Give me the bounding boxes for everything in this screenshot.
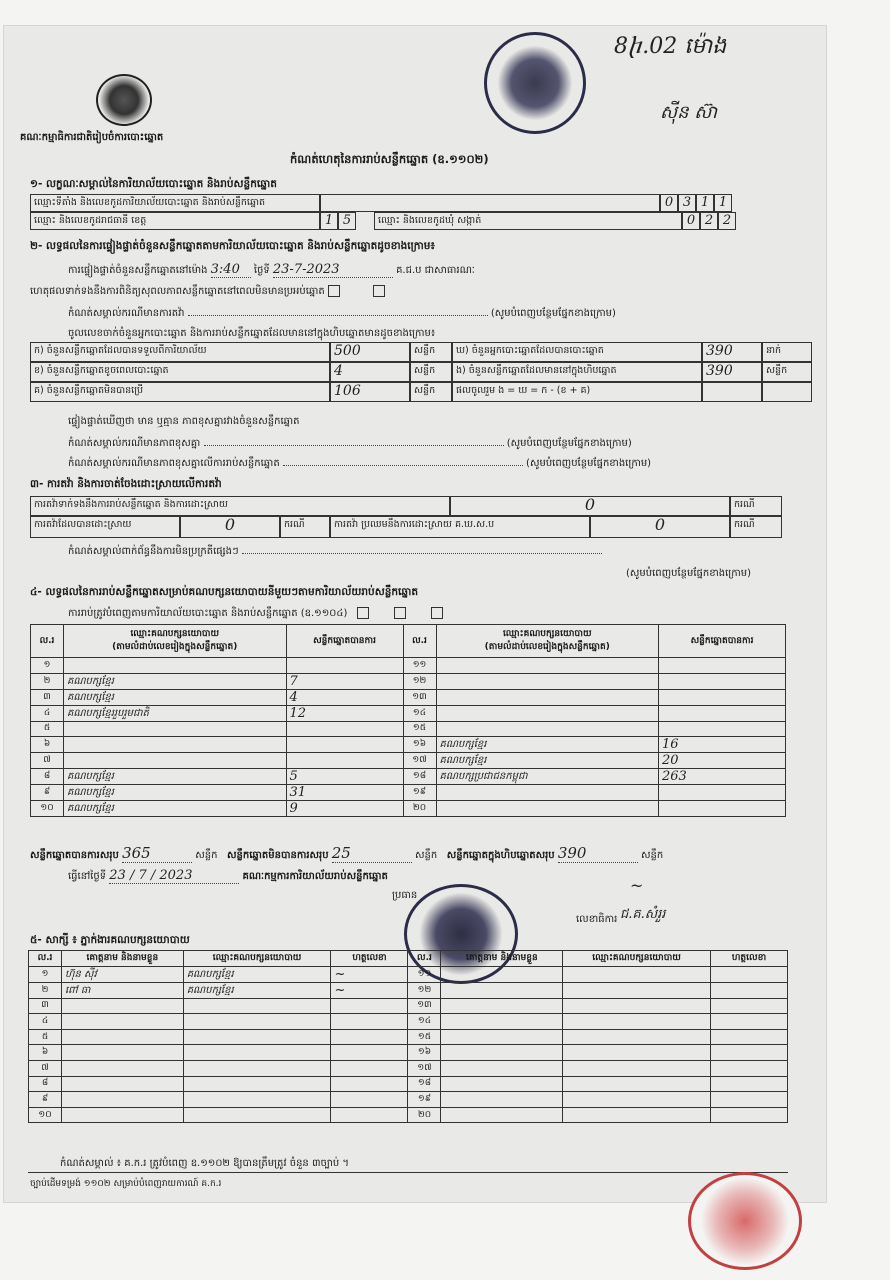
complaint-row2-right-unit: ករណី bbox=[730, 516, 782, 538]
done-date: 23 / 7 / 2023 bbox=[109, 868, 239, 884]
witness-party bbox=[563, 1092, 711, 1108]
witness-party bbox=[563, 998, 711, 1014]
witness-party bbox=[563, 966, 711, 982]
witness-signature bbox=[331, 1029, 408, 1045]
complaint-row1-label: ការតវ៉ាទាក់ទងនឹងការរាប់សន្លឹកឆ្នោត និងការដោះស្រាយ bbox=[30, 496, 450, 516]
table-row bbox=[31, 721, 786, 737]
party-results-table bbox=[30, 624, 786, 817]
checkbox-none[interactable] bbox=[373, 285, 385, 297]
table-row bbox=[31, 658, 786, 674]
row-no: ១២ bbox=[408, 982, 441, 998]
witness-signature bbox=[331, 1092, 408, 1108]
done-label: ធ្វើនៅថ្ងៃទី bbox=[68, 871, 107, 882]
row-no: ៣ bbox=[31, 689, 64, 705]
section1-title: ១- លក្ខណៈសម្គាល់នៃការិយាល័យបោះឆ្នោត និងរាប់សន្លឹកឆ្នោត bbox=[30, 178, 277, 190]
row-no: ៧ bbox=[29, 1060, 62, 1076]
ballot-row-right-value bbox=[702, 382, 762, 402]
no-col-header: ល.រ bbox=[29, 951, 62, 967]
party-votes: 20 bbox=[659, 753, 786, 769]
footer-divider bbox=[28, 1172, 788, 1173]
votes-col-header: សន្លឹកឆ្នោតបានការ bbox=[286, 625, 403, 658]
table-row bbox=[29, 966, 788, 982]
witness-name bbox=[441, 1060, 563, 1076]
sign-col-header: ហត្ថលេខា bbox=[711, 951, 788, 967]
org-name: គណៈកម្មាធិការជាតិរៀបចំការបោះឆ្នោត bbox=[20, 132, 164, 143]
ballot-row-unit: សន្លឹក bbox=[410, 382, 452, 402]
note1-label: កំណត់សម្គាល់ករណីមានការតវ៉ា bbox=[68, 308, 185, 319]
total-invalid-label: សន្លឹកឆ្នោតមិនបានការសរុប bbox=[227, 850, 329, 861]
witness-party bbox=[183, 1045, 331, 1061]
commune-code-digit: 2 bbox=[700, 212, 718, 230]
row-no: ១០ bbox=[29, 1107, 62, 1123]
location-code-digit: 3 bbox=[678, 194, 696, 212]
witness-signature bbox=[331, 1060, 408, 1076]
row-no: ១៤ bbox=[408, 1014, 441, 1030]
verify-date-value: 23-7-2023 bbox=[273, 262, 393, 278]
party-name bbox=[64, 658, 287, 674]
witness-signature: ~ bbox=[331, 982, 408, 998]
party-name bbox=[64, 753, 287, 769]
ballot-row-unit: សន្លឹក bbox=[410, 342, 452, 362]
complaint-row1-value bbox=[450, 496, 730, 516]
witness-name bbox=[62, 1029, 184, 1045]
table-row bbox=[31, 785, 786, 801]
row-no: ១ bbox=[31, 658, 64, 674]
party-votes: 16 bbox=[659, 737, 786, 753]
party-name: គណបក្សខ្មែរ bbox=[436, 753, 659, 769]
party-name bbox=[64, 721, 287, 737]
witness-name bbox=[62, 1014, 184, 1030]
row-no: ១២ bbox=[403, 673, 436, 689]
sign-col-header: ហត្ថលេខា bbox=[331, 951, 408, 967]
witness-party bbox=[563, 1076, 711, 1092]
party-votes bbox=[659, 785, 786, 801]
row-no: ៣ bbox=[29, 998, 62, 1014]
verify-time-value: 3:40 bbox=[211, 262, 251, 278]
fill-hint-4: (សូមបំពេញបន្ថែមផ្នែកខាងក្រោម) bbox=[626, 568, 752, 579]
ballot-intro: ចូលលេខចាក់ចំនួនអ្នកបោះឆ្នោត និងការរាប់សន្លឹកឆ្នោតដែលមាននៅក្នុងហិបឆ្នោតមានដូចខាងក្រោម៖ bbox=[68, 328, 436, 339]
row-no: ៨ bbox=[31, 769, 64, 785]
witness-signature: ~ bbox=[331, 966, 408, 982]
witness-party bbox=[183, 1029, 331, 1045]
party-votes bbox=[659, 721, 786, 737]
party-votes bbox=[659, 689, 786, 705]
witness-name bbox=[441, 1014, 563, 1030]
table-row bbox=[29, 1060, 788, 1076]
location-value bbox=[320, 194, 660, 212]
total-valid-unit: សន្លឹក bbox=[195, 850, 218, 861]
witness-party bbox=[183, 1107, 331, 1123]
party-col-header bbox=[64, 625, 287, 658]
row-no: ១៤ bbox=[403, 705, 436, 721]
witness-name bbox=[62, 1045, 184, 1061]
row-no: ១៨ bbox=[403, 769, 436, 785]
row-no: ៦ bbox=[29, 1045, 62, 1061]
table-row bbox=[29, 982, 788, 998]
location-label: ឈ្មោះទីតាំង និងលេខកូដការិយាល័យបោះឆ្នោត និងរាប់សន្លឹកឆ្នោត bbox=[30, 194, 320, 212]
witness-signature bbox=[711, 1092, 788, 1108]
witness-signature bbox=[711, 982, 788, 998]
section5-title: ៥- សាក្សី ៖ ភ្នាក់ងារគណបក្សនយោបាយ bbox=[30, 934, 190, 946]
party-name bbox=[436, 785, 659, 801]
row-no: ១១ bbox=[403, 658, 436, 674]
table-row bbox=[29, 1092, 788, 1108]
commune-label: ឈ្មោះ និងលេខកូដឃុំ សង្កាត់ bbox=[374, 212, 682, 230]
secretary-label: លេខាធិការ bbox=[576, 914, 618, 925]
party-name: គណបក្សប្រជាជនកម្ពុជា bbox=[436, 769, 659, 785]
witness-signature bbox=[711, 966, 788, 982]
party-name: គណបក្សខ្មែរ bbox=[64, 785, 287, 801]
done-line bbox=[68, 868, 388, 884]
witness-party bbox=[183, 1076, 331, 1092]
complaint-row2-right-num: 0 bbox=[654, 516, 666, 534]
table-row bbox=[29, 1076, 788, 1092]
fill-hint-3: (សូមបំពេញបន្ថែមផ្នែកខាងក្រោម) bbox=[526, 458, 652, 469]
table-row bbox=[29, 1029, 788, 1045]
nec-emblem bbox=[96, 74, 152, 126]
party-votes bbox=[659, 801, 786, 817]
party-col-title: ឈ្មោះគណបក្សនយោបាយ bbox=[130, 629, 220, 639]
party-votes bbox=[659, 658, 786, 674]
province-code-digit: 5 bbox=[338, 212, 356, 230]
fill-hint-2: (សូមបំពេញបន្ថែមផ្នែកខាងក្រោម) bbox=[506, 438, 632, 449]
witness-name bbox=[62, 998, 184, 1014]
party-name: គណបក្សខ្មែរ bbox=[64, 673, 287, 689]
party-votes: 12 bbox=[286, 705, 403, 721]
row-no: ១១ bbox=[408, 966, 441, 982]
row-no: ៤ bbox=[29, 1014, 62, 1030]
party-name: គណបក្សខ្មែររួបរួមជាតិ bbox=[64, 705, 287, 721]
row-no: ២ bbox=[31, 673, 64, 689]
party-votes: 4 bbox=[286, 689, 403, 705]
name-col-header: គោត្តនាម និងនាមខ្លួន bbox=[62, 951, 184, 967]
province-code-digit: 1 bbox=[320, 212, 338, 230]
witness-name bbox=[441, 1092, 563, 1108]
party-name bbox=[436, 689, 659, 705]
party-name: គណបក្សខ្មែរ bbox=[64, 769, 287, 785]
location-code-digit: 0 bbox=[660, 194, 678, 212]
note-line-1 bbox=[68, 306, 616, 321]
commune-code-digit: 2 bbox=[718, 212, 736, 230]
day-label: ថ្ងៃទី bbox=[253, 265, 270, 276]
party-col-sub: (តាមលំដាប់លេខរៀងក្នុងសន្លឹកឆ្នោត) bbox=[484, 642, 610, 652]
table-row bbox=[29, 1014, 788, 1030]
witness-party bbox=[183, 1014, 331, 1030]
witness-table bbox=[28, 950, 788, 1123]
complaint-row1-num: 0 bbox=[584, 496, 596, 514]
party-votes bbox=[286, 658, 403, 674]
party-col-header: ឈ្មោះគណបក្សនយោបាយ bbox=[563, 951, 711, 967]
table-row bbox=[29, 998, 788, 1014]
party-col-header: ឈ្មោះគណបក្សនយោបាយ bbox=[183, 951, 331, 967]
witness-name bbox=[441, 1076, 563, 1092]
handwritten-time: 8ⴙ.02 ម៉ោង bbox=[614, 34, 727, 59]
row-no: ១៧ bbox=[408, 1060, 441, 1076]
row-no: ៩ bbox=[31, 785, 64, 801]
party-col-header bbox=[436, 625, 659, 658]
party-votes bbox=[659, 705, 786, 721]
row-no: ១៦ bbox=[408, 1045, 441, 1061]
box-validity-label: ហេតុផលទាក់ទងនឹងការពិនិត្យសុពលភាពសន្លឹកឆ្នោតនៅពេលមិនមានប្រអប់ឆ្នោត bbox=[30, 286, 325, 297]
checkbox-has[interactable] bbox=[328, 285, 340, 297]
box-validity-line bbox=[30, 284, 385, 299]
row-no: ៧ bbox=[31, 753, 64, 769]
witness-name bbox=[441, 1107, 563, 1123]
witness-party bbox=[563, 1060, 711, 1076]
witness-signature bbox=[331, 1045, 408, 1061]
ballot-row-right-unit bbox=[762, 382, 812, 402]
location-code-digit: 1 bbox=[714, 194, 732, 212]
ballot-row-right-unit: សន្លឹក bbox=[762, 362, 812, 382]
no-col-header: ល.រ bbox=[408, 951, 441, 967]
secretary-scribble: ~ bbox=[630, 876, 644, 895]
verify-time-line bbox=[68, 262, 475, 278]
check-line: ផ្ទៀងផ្ទាត់ឃើញថា មាន ឬគ្មាន ភាពខុសគ្នារវាងចំនួនសន្លឹកឆ្នោត bbox=[68, 416, 300, 427]
party-name bbox=[436, 801, 659, 817]
row-no: ១៣ bbox=[408, 998, 441, 1014]
row-no: ៨ bbox=[29, 1076, 62, 1092]
party-name: គណបក្សខ្មែរ bbox=[64, 689, 287, 705]
table-header-row bbox=[31, 625, 786, 658]
witness-name bbox=[62, 1076, 184, 1092]
party-votes bbox=[659, 673, 786, 689]
table-row bbox=[31, 801, 786, 817]
table-row bbox=[31, 705, 786, 721]
ballot-row-right-label: ង) ចំនួនសន្លឹកឆ្នោតដែលមាននៅក្នុងហិបឆ្នោត bbox=[452, 362, 702, 382]
party-name: គណបក្សខ្មែរ bbox=[436, 737, 659, 753]
red-stamp bbox=[688, 1172, 802, 1270]
party-name bbox=[436, 705, 659, 721]
party-votes: 31 bbox=[286, 785, 403, 801]
total-valid-label: សន្លឹកឆ្នោតបានការសរុប bbox=[30, 850, 119, 861]
ballot-row-right-unit: នាក់ bbox=[762, 342, 812, 362]
ballot-row-right-value: 390 bbox=[702, 362, 762, 382]
committee-label: គណៈកម្មការការិយាល័យរាប់សន្លឹកឆ្នោត bbox=[242, 871, 388, 882]
section4-sub-label: ការរាប់ត្រូវបំពេញតាមការិយាល័យបោះឆ្នោត និងរាប់សន្លឹកឆ្នោត (ឧ.១១០៤) bbox=[68, 608, 348, 619]
witness-party bbox=[563, 1107, 711, 1123]
witness-signature bbox=[331, 1076, 408, 1092]
verify-time-label: ការផ្ទៀងផ្ទាត់ចំនួនសន្លឹកឆ្នោតនៅម៉ោង bbox=[68, 265, 208, 276]
party-votes: 263 bbox=[659, 769, 786, 785]
commune-code-digit: 0 bbox=[682, 212, 700, 230]
witness-party bbox=[563, 1014, 711, 1030]
ballot-row-left-label: ខ) ចំនួនសន្លឹកឆ្នោតខូចពេលបោះឆ្នោត bbox=[30, 362, 330, 382]
party-col-title: ឈ្មោះគណបក្សនយោបាយ bbox=[502, 629, 592, 639]
fill-hint: (សូមបំពេញបន្ថែមផ្នែកខាងក្រោម) bbox=[490, 308, 616, 319]
ballot-row-left-label: គ) ចំនួនសន្លឹកឆ្នោតមិនបានប្រើ bbox=[30, 382, 330, 402]
name-col-header: គោត្តនាម និងនាមខ្លួន bbox=[441, 951, 563, 967]
complaint-row2-label: ការតវ៉ាដែលបានដោះស្រាយ bbox=[30, 516, 180, 538]
complaint-row2-right-value bbox=[590, 516, 730, 538]
complaint-row2-left-value bbox=[180, 516, 280, 538]
witness-signature bbox=[711, 1107, 788, 1123]
ballot-row-left-value: 106 bbox=[330, 382, 410, 402]
witness-name bbox=[441, 982, 563, 998]
witness-name: ពៅ ធា bbox=[62, 982, 184, 998]
ballot-row-right-value: 390 bbox=[702, 342, 762, 362]
witness-signature bbox=[331, 1014, 408, 1030]
dotted-line bbox=[242, 553, 602, 554]
witness-signature bbox=[711, 1060, 788, 1076]
handwritten-signature: សុីន ស៊ា bbox=[660, 102, 718, 123]
row-no: ១៦ bbox=[403, 737, 436, 753]
witness-party bbox=[183, 998, 331, 1014]
dotted-line bbox=[204, 445, 504, 446]
footer-text: ច្បាប់ដើមទម្រង់ ១១០២ សម្រាប់បំពេញរាយការណ៍ គ.ក.រ bbox=[30, 1179, 222, 1189]
complaint-row1-unit: ករណី bbox=[730, 496, 782, 516]
witness-signature bbox=[331, 998, 408, 1014]
row-no: ១ bbox=[29, 966, 62, 982]
table-row bbox=[31, 737, 786, 753]
row-no: ២០ bbox=[408, 1107, 441, 1123]
table-row bbox=[31, 673, 786, 689]
witness-party bbox=[183, 1060, 331, 1076]
row-no: ២០ bbox=[403, 801, 436, 817]
ballot-row-left-label: ក) ចំនួនសន្លឹកឆ្នោតដែលបានទទួលពីការិយាល័យ bbox=[30, 342, 330, 362]
table-row bbox=[31, 769, 786, 785]
row-no: ១៣ bbox=[403, 689, 436, 705]
witness-signature bbox=[711, 998, 788, 1014]
chair-label: ប្រធាន bbox=[392, 890, 418, 901]
witness-signature bbox=[711, 1014, 788, 1030]
secretary-signature: ជ.គ.សំរួរ bbox=[620, 907, 666, 922]
complaint-row2-left-unit: ករណី bbox=[280, 516, 330, 538]
witness-party bbox=[563, 1045, 711, 1061]
checkbox-a[interactable] bbox=[357, 607, 369, 619]
row-no: ១០ bbox=[31, 801, 64, 817]
ballot-row-right-label: ឃ) ចំនួនអ្នកបោះឆ្នោតដែលបានបោះឆ្នោត bbox=[452, 342, 702, 362]
row-no: ៤ bbox=[31, 705, 64, 721]
witness-party bbox=[183, 1092, 331, 1108]
row-no: ១៩ bbox=[403, 785, 436, 801]
table-row bbox=[31, 689, 786, 705]
section2-title: ២- លទ្ធផលនៃការផ្ទៀងផ្ទាត់ចំនួនសន្លឹកឆ្នោតតាមការិយាល័យបោះឆ្នោត និងរាប់សន្លឹកឆ្នោតដូចខាងក្រោម៖ bbox=[30, 240, 436, 252]
party-name bbox=[436, 721, 659, 737]
party-votes bbox=[286, 737, 403, 753]
total-invalid-unit: សន្លឹក bbox=[414, 850, 438, 861]
row-no: ៦ bbox=[31, 737, 64, 753]
party-votes: 5 bbox=[286, 769, 403, 785]
bullet-2 bbox=[68, 456, 651, 471]
row-no: ១៩ bbox=[408, 1092, 441, 1108]
witness-signature bbox=[331, 1107, 408, 1123]
dotted-line bbox=[188, 315, 488, 316]
party-votes bbox=[286, 721, 403, 737]
witness-party bbox=[563, 1029, 711, 1045]
row-no: ១៨ bbox=[408, 1076, 441, 1092]
complaint-row2-left-num: 0 bbox=[224, 516, 236, 534]
irregularity-note bbox=[68, 544, 602, 559]
ballot-row-right-label: ផលចូលរួម ង = ឃ = ក - (ខ + គ) bbox=[452, 382, 702, 402]
official-seal bbox=[484, 32, 586, 134]
witness-signature bbox=[711, 1045, 788, 1061]
bullet-1 bbox=[68, 436, 632, 451]
complaint-row2-label2: ការតវ៉ា ប្រឈមនឹងការដោះស្រាយ គ.ឃ.ស.ប bbox=[330, 516, 590, 538]
witness-party: គណបក្សខ្មែរ bbox=[183, 966, 331, 982]
witness-signature bbox=[711, 1076, 788, 1092]
witness-party: គណបក្សខ្មែរ bbox=[183, 982, 331, 998]
bullet2-label: កំណត់សម្គាល់ករណីមានភាពខុសគ្នាលើការរាប់សន្លឹកឆ្នោត bbox=[68, 458, 280, 469]
witness-name: ហ៊ុន ស៊ីវ bbox=[62, 966, 184, 982]
witness-name bbox=[62, 1060, 184, 1076]
witness-party bbox=[563, 982, 711, 998]
table-row bbox=[29, 1045, 788, 1061]
province-label: ឈ្មោះ និងលេខកូដរាជធានី ខេត្ត bbox=[30, 212, 320, 230]
row-no: ៥ bbox=[29, 1029, 62, 1045]
total-invalid-value: 25 bbox=[332, 844, 412, 863]
location-code-digit: 1 bbox=[696, 194, 714, 212]
witness-signature bbox=[711, 1029, 788, 1045]
checkbox-c[interactable] bbox=[431, 607, 443, 619]
ballot-row-left-value: 4 bbox=[330, 362, 410, 382]
party-name: គណបក្សខ្មែរ bbox=[64, 801, 287, 817]
row-no: ១៥ bbox=[408, 1029, 441, 1045]
ballot-row-unit: សន្លឹក bbox=[410, 362, 452, 382]
totals-line bbox=[30, 844, 663, 863]
witness-name bbox=[62, 1107, 184, 1123]
party-name bbox=[436, 658, 659, 674]
total-valid-value: 365 bbox=[122, 844, 192, 863]
row-no: ៥ bbox=[31, 721, 64, 737]
total-box-value: 390 bbox=[558, 844, 638, 863]
total-box-label: សន្លឹកឆ្នោតក្នុងហិបឆ្នោតសរុប bbox=[446, 850, 555, 861]
table-header-row bbox=[29, 951, 788, 967]
witness-name bbox=[441, 1045, 563, 1061]
table-row bbox=[31, 753, 786, 769]
party-name bbox=[436, 673, 659, 689]
witness-name bbox=[62, 1092, 184, 1108]
dotted-line bbox=[283, 465, 523, 466]
bullet1-label: កំណត់សម្គាល់ករណីមានភាពខុសគ្នា bbox=[68, 438, 201, 449]
section4-sub bbox=[68, 606, 443, 621]
total-box-unit: សន្លឹក bbox=[641, 850, 664, 861]
ballot-row-left-value: 500 bbox=[330, 342, 410, 362]
witness-name bbox=[441, 998, 563, 1014]
form-title: កំណត់ហេតុនៃការរាប់សន្លឹកឆ្នោត (ឧ.១១០២) bbox=[290, 152, 489, 166]
row-no: ១៧ bbox=[403, 753, 436, 769]
row-no: ១៥ bbox=[403, 721, 436, 737]
section4-title: ៤- លទ្ធផលនៃការរាប់សន្លឹកឆ្នោតសម្រាប់គណបក្សនយោបាយនីមួយៗតាមការិយាល័យរាប់សន្លឹកឆ្នោត bbox=[30, 586, 419, 598]
votes-col-header: សន្លឹកឆ្នោតបានការ bbox=[659, 625, 786, 658]
party-votes: 7 bbox=[286, 673, 403, 689]
table-row bbox=[29, 1107, 788, 1123]
party-name bbox=[64, 737, 287, 753]
party-col-sub: (តាមលំដាប់លេខរៀងក្នុងសន្លឹកឆ្នោត) bbox=[112, 642, 238, 652]
no-col-header: ល.រ bbox=[403, 625, 436, 658]
no-col-header: ល.រ bbox=[31, 625, 64, 658]
irregularity-label: កំណត់សម្គាល់ពាក់ព័ន្ធនឹងការមិនប្រក្រតីផ្សេងៗ bbox=[68, 546, 239, 557]
verify-public-label: គ.ជ.ប ជាសាធារណៈ bbox=[396, 265, 475, 276]
witness-name bbox=[441, 1029, 563, 1045]
section5-footnote: កំណត់សម្គាល់ ៖ គ.ក.រ ត្រូវបំពេញ ឧ.១១០២ ឱ្យបានត្រឹមត្រូវ ចំនួន ៣ច្បាប់ ។ bbox=[60, 1158, 349, 1169]
row-no: ២ bbox=[29, 982, 62, 998]
witness-name bbox=[441, 966, 563, 982]
party-votes bbox=[286, 753, 403, 769]
section3-title: ៣- ការតវ៉ា និងការចាត់ចែងដោះស្រាយលើការតវ៉ា bbox=[30, 478, 222, 490]
row-no: ៩ bbox=[29, 1092, 62, 1108]
checkbox-b[interactable] bbox=[394, 607, 406, 619]
party-votes: 9 bbox=[286, 801, 403, 817]
